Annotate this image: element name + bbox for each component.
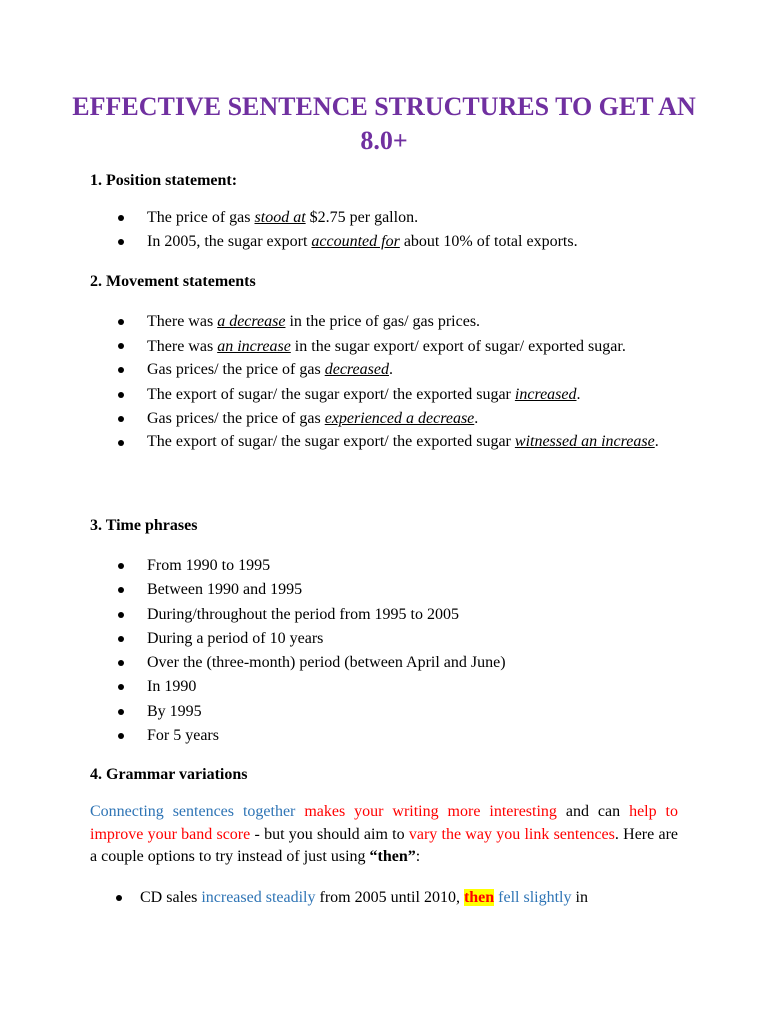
- list-item: In 1990: [0, 675, 687, 699]
- list-item: From 1990 to 1995: [0, 554, 687, 578]
- list-item: For 5 years: [0, 724, 687, 748]
- bullet-icon: [118, 612, 124, 618]
- page-title: EFFECTIVE SENTENCE STRUCTURES TO GET AN 8.0+: [72, 92, 696, 155]
- list-item: There was an increase in the sugar export/ export of sugar/ exported sugar.: [0, 334, 687, 358]
- position-list: [0, 206, 687, 255]
- list-item: The export of sugar/ the sugar export/ the exported sugar increased.: [0, 383, 687, 407]
- list-item: Gas prices/ the price of gas decreased.: [0, 358, 687, 382]
- bullet-icon: [118, 416, 124, 422]
- grammar-paragraph: Connecting sentences together makes your writing more interesting and can help to improve your band score - but you should aim to vary the way you link sentences. Here are a couple options to try instead of just using “then”:: [90, 803, 678, 865]
- bullet-icon: [118, 440, 124, 446]
- list-item: In 2005, the sugar export accounted for about 10% of total exports.: [0, 230, 687, 254]
- list-item: There was a decrease in the price of gas/ gas prices.: [0, 310, 687, 334]
- bullet-icon: [118, 239, 124, 245]
- list-item: The export of sugar/ the sugar export/ the exported sugar witnessed an increase.: [0, 431, 687, 453]
- time-phrases-list: [0, 554, 687, 748]
- section-heading-movement: 2. Movement statements: [90, 273, 256, 290]
- bullet-icon: [118, 563, 124, 569]
- list-item: During/throughout the period from 1995 to 2005: [0, 603, 687, 627]
- section-heading-grammar: 4. Grammar variations: [90, 766, 248, 783]
- bullet-icon: [118, 367, 124, 373]
- list-item: By 1995: [0, 700, 687, 724]
- bullet-icon: [118, 343, 124, 349]
- bullet-icon: [118, 215, 124, 221]
- list-item: Gas prices/ the price of gas experienced a decrease.: [0, 407, 687, 431]
- movement-list: [0, 310, 687, 453]
- bullet-icon: [118, 636, 124, 642]
- bullet-icon: [118, 709, 124, 715]
- bullet-icon: [116, 895, 122, 901]
- bullet-icon: [118, 660, 124, 666]
- list-item: The price of gas stood at $2.75 per gallon.: [0, 206, 687, 230]
- highlighted-then: then: [463, 889, 495, 906]
- section-heading-position: 1. Position statement:: [90, 172, 238, 189]
- example-list: [0, 886, 678, 910]
- list-item: During a period of 10 years: [0, 627, 687, 651]
- section-heading-time: 3. Time phrases: [90, 517, 198, 534]
- bullet-icon: [118, 733, 124, 739]
- bullet-icon: [118, 392, 124, 398]
- bullet-icon: [118, 684, 124, 690]
- list-item: Over the (three-month) period (between April and June): [0, 651, 687, 675]
- bullet-icon: [118, 319, 124, 325]
- list-item: CD sales increased steadily from 2005 until 2010, then fell slightly in: [0, 886, 678, 910]
- bullet-icon: [118, 587, 124, 593]
- list-item: Between 1990 and 1995: [0, 578, 687, 602]
